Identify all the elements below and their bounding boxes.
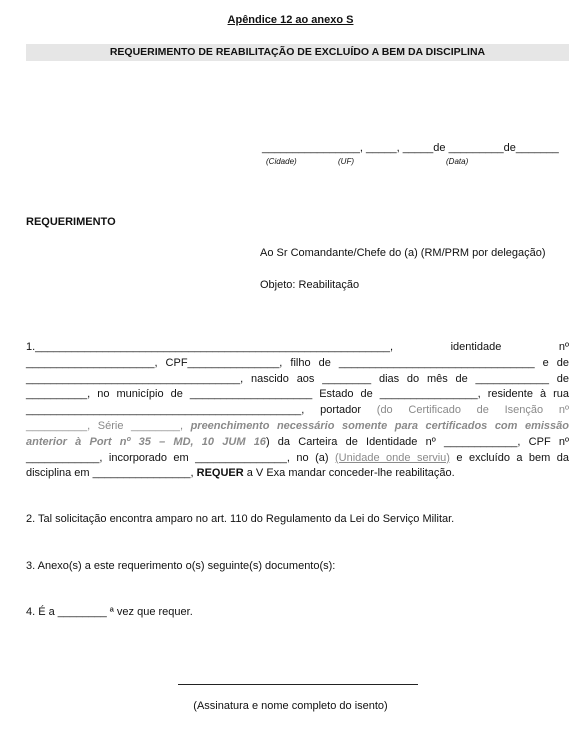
signature-caption: (Assinatura e nome completo do isento) (193, 700, 388, 712)
label-date: (Data) (446, 157, 469, 166)
requerimento-heading: REQUERIMENTO (26, 216, 116, 228)
paragraph-1 (26, 340, 569, 482)
objeto: Objeto: Reabilitação (260, 279, 360, 291)
paragraph-2: 2. Tal solicitação encontra amparo no art. 110 do Regulamento da Lei do Serviço Militar. (26, 513, 455, 525)
label-city: (Cidade) (266, 157, 297, 166)
document-subtitle: REQUERIMENTO DE REABILITAÇÃO DE EXCLUÍDO A BEM DA DISCIPLINA (109, 46, 486, 58)
p1-line-8: ____________, incorporado em _______________, no (a) (Unidade onde serviu) e excluído a bem da (26, 451, 569, 464)
signature-line (178, 684, 418, 685)
p1-line-1: 1.__________________________________________________________, identidade nº (26, 341, 570, 353)
paragraph-4: 4. É a ________ ª vez que requer. (26, 606, 193, 618)
p1-line-9: disciplina em ________________, REQUER a V Exa mandar conceder-lhe reabilitação. (26, 467, 455, 480)
p1-line-3: ___________________________________, nascido aos ________ dias do mês de ____________ de (26, 372, 569, 385)
date-line: ________________, _____, _____de _________de_______ (262, 142, 559, 154)
label-uf: (UF) (338, 157, 354, 166)
document-title: Apêndice 12 ao anexo S (227, 14, 354, 26)
p1-line-6: __________, Série ________, preenchimento necessário somente para certificados com emissão (26, 419, 570, 432)
addressee: Ao Sr Comandante/Chefe do (a) (RM/PRM por delegação) (260, 247, 546, 259)
paragraph-3: 3. Anexo(s) a este requerimento o(s) seguinte(s) documento(s): (26, 560, 336, 572)
p1-line-4: __________, no município de ____________________ Estado de ________________, residente à rua (26, 388, 569, 401)
p1-line-2: _____________________, CPF_______________, filho de ________________________________ e de (26, 356, 569, 369)
date-labels (262, 157, 572, 171)
p1-line-5: _____________________________________________, portador (do Certificado de Isenção nº (26, 404, 569, 417)
p1-line-7: anterior à Port nº 35 – MD, 10 JUM 16) da Carteira de Identidade nº ____________, CPF nº (26, 435, 570, 448)
